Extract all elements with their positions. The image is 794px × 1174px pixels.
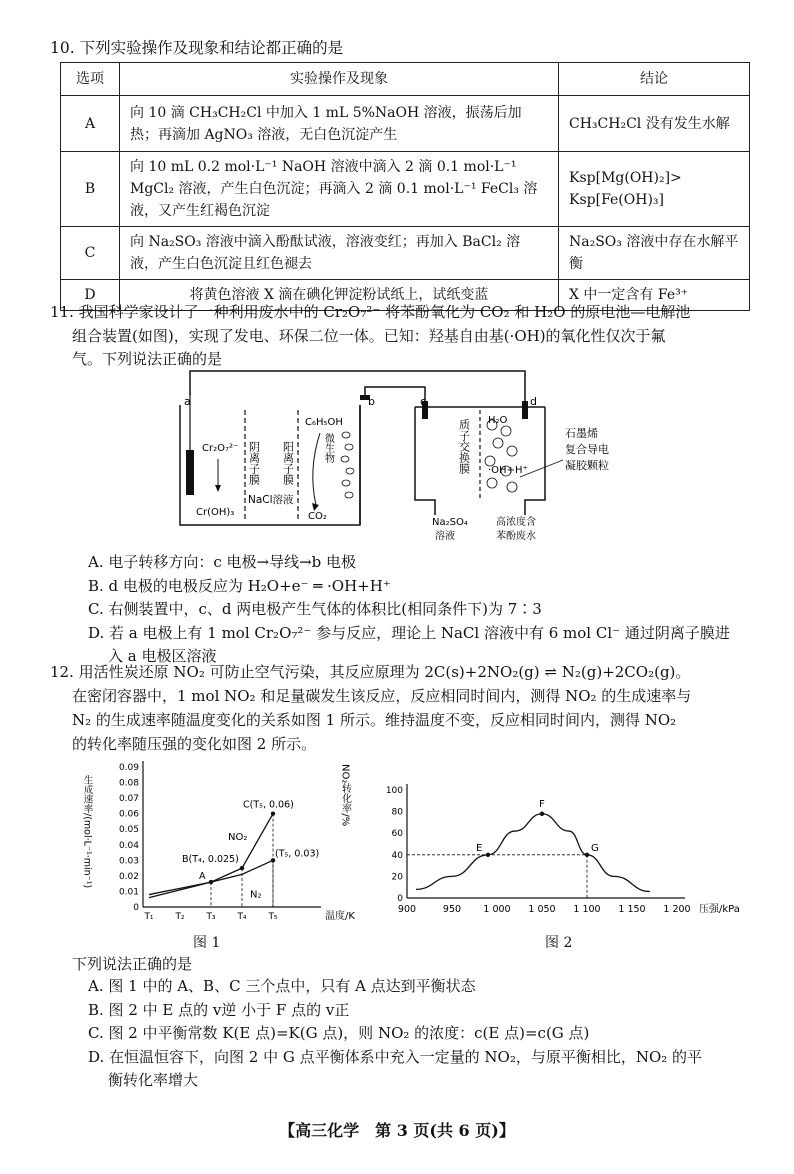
wire-a-d	[190, 371, 525, 405]
figure-2-caption: 图 2	[545, 935, 573, 951]
q12-stem-line1: 12. 用活性炭还原 NO₂ 可防止空气污染，其反应原理为 2C(s)+2NO₂(g) ⇌ N₂(g)+2CO₂(g)。	[50, 663, 691, 681]
q12-prompt: 下列说法正确的是	[72, 955, 193, 973]
y-tick-label: 0.04	[118, 840, 139, 851]
arrow-oxidize	[313, 433, 320, 505]
y-tick-label: 80	[391, 807, 403, 818]
x-axis-label: 温度/K	[325, 911, 355, 922]
q12-option-a: A. 图 1 中的 A、B、C 三个点中，只有 A 点达到平衡状态	[88, 977, 476, 995]
label-waste-1: 高浓度含	[496, 517, 536, 528]
row-option: B	[61, 152, 120, 227]
table-row	[61, 96, 750, 152]
series-label-n2: N₂	[250, 889, 262, 901]
row-result: Na₂SO₃ 溶液中存在水解平衡	[559, 227, 750, 280]
x-tick-label: 900	[397, 904, 417, 915]
x-tick-label: 1 050	[528, 904, 556, 915]
y-axis-label: NO₂转化率/%	[339, 764, 351, 827]
point-label: B(T₄, 0.025)	[182, 854, 239, 866]
page-footer: 【高三化学 第 3 页(共 6 页)】	[279, 1121, 515, 1140]
label-co2: CO₂	[308, 511, 327, 522]
y-tick-label: 0.05	[118, 825, 139, 836]
data-point	[585, 853, 589, 857]
x-tick-label: T₂	[175, 912, 185, 922]
row-operation: 向 Na₂SO₃ 溶液中滴入酚酞试液，溶液变红；再加入 BaCl₂ 溶液，产生白色沉淀且红色褪去	[120, 227, 559, 280]
row-result: Ksp[Mg(OH)₂]> Ksp[Fe(OH)₃]	[559, 152, 750, 227]
q11-option-d-cont: 入 a 电极区溶液	[108, 647, 217, 665]
label-h2o: H₂O	[488, 415, 508, 426]
label-composite: 复合导电	[565, 443, 609, 456]
q11-stem-line3: 气。下列说法正确的是	[72, 350, 223, 368]
q11-option-c: C. 右侧装置中，c、d 两电极产生气体的体积比(相同条件下)为 7∶3	[88, 600, 542, 618]
header-operation: 实验操作及现象	[120, 63, 559, 96]
label-na2so4: Na₂SO₄	[432, 517, 468, 528]
y-tick-label: 0.06	[118, 809, 139, 820]
row-option: D	[61, 280, 120, 311]
q10-stem: 10. 下列实验操作及现象和结论都正确的是	[50, 39, 344, 57]
electrode-d	[522, 401, 528, 419]
arrow-head	[312, 503, 319, 511]
x-tick-label: T₃	[206, 912, 216, 922]
data-point	[540, 812, 544, 816]
y-tick-label: 0.03	[118, 856, 139, 867]
q12-stem-line2: 在密闭容器中，1 mol NO₂ 和足量碳发生该反应，反应相同时间内，测得 NO₂ 的生成速率与	[72, 687, 692, 705]
electrode-a	[186, 450, 194, 495]
y-tick-label: 0	[133, 903, 139, 913]
row-operation: 将黄色溶液 X 滴在碘化钾淀粉试纸上，试纸变蓝	[120, 280, 559, 311]
header-result: 结论	[559, 63, 750, 96]
y-axis-label: 生成速率/(mol·L⁻¹·min⁻¹)	[81, 775, 93, 889]
x-tick-label: T₁	[144, 912, 154, 922]
label-solution: 溶液	[435, 531, 455, 542]
x-tick-label: 1 000	[483, 904, 511, 915]
electrochem-diagram	[170, 365, 640, 545]
x-tick-label: 1 100	[573, 904, 601, 915]
table-header-row	[61, 63, 750, 96]
point-label: A	[199, 871, 206, 883]
q12-option-c: C. 图 2 中平衡常数 K(E 点)=K(G 点)，则 NO₂ 的浓度：c(E 点)=c(G 点)	[88, 1024, 590, 1042]
label-cr2o7: Cr₂O₇²⁻	[202, 443, 239, 454]
data-point	[486, 853, 490, 857]
conversion-curve	[416, 814, 650, 892]
label-croh3: Cr(OH)₃	[196, 507, 235, 518]
label-a: a	[184, 395, 191, 408]
y-tick-label: 0.02	[118, 871, 139, 882]
label-waste-2: 苯酚废水	[496, 531, 536, 542]
y-tick-label: 60	[391, 829, 403, 840]
q12-stem-line3: N₂ 的生成速率随温度变化的关系如图 1 所示。维持温度不变，反应相同时间内，测得 NO₂	[72, 711, 677, 729]
label-c: c	[420, 395, 427, 408]
label-oh-h: ·OH+H⁺	[488, 465, 528, 476]
point-label: G	[591, 842, 599, 854]
data-point	[271, 811, 275, 815]
row-option: C	[61, 227, 120, 280]
label-c6h5oh: C₆H₅OH	[305, 417, 343, 428]
x-tick-label: 950	[442, 904, 462, 915]
microbe-particles	[341, 432, 354, 498]
row-result: CH₃CH₂Cl 没有发生水解	[559, 96, 750, 152]
q11-option-b: B. d 电极的电极反应为 H₂O+e⁻ ═ ·OH+H⁺	[88, 577, 391, 595]
right-cell-left-wall	[415, 407, 435, 515]
figure-1-caption: 图 1	[193, 935, 221, 951]
label-b: b	[368, 395, 375, 408]
data-point	[240, 866, 244, 870]
series-label-no2: NO₂	[228, 832, 248, 844]
label-nacl: NaCl溶液	[248, 494, 294, 506]
table-row	[61, 152, 750, 227]
point-label: F	[539, 798, 545, 810]
y-tick-label: 20	[391, 872, 403, 883]
point-label: (T₅, 0.03)	[275, 848, 320, 860]
y-tick-label: 0	[397, 894, 403, 904]
x-axis-label: 压强/kPa	[699, 904, 740, 915]
q12-option-b: B. 图 2 中 E 点的 v逆 小于 F 点的 v正	[88, 1001, 350, 1019]
point-label: C(T₅, 0.06)	[243, 799, 294, 811]
label-gel: 凝胶颗粒	[565, 459, 609, 472]
label-microbe: 微生物	[322, 433, 334, 463]
row-operation: 向 10 滴 CH₃CH₂Cl 中加入 1 mL 5%NaOH 溶液，振荡后加热；再滴加 AgNO₃ 溶液，无白色沉淀产生	[120, 96, 559, 152]
q12-stem-line4: 的转化率随压强的变化如图 2 所示。	[72, 735, 317, 753]
y-tick-label: 0.07	[118, 794, 139, 805]
point-label: E	[476, 842, 483, 854]
data-point	[209, 880, 213, 884]
x-tick-label: 1 200	[663, 904, 691, 915]
x-tick-label: T₅	[268, 912, 278, 922]
x-tick-label: T₄	[237, 912, 247, 922]
row-result: X 中一定含有 Fe³⁺	[559, 280, 750, 311]
right-cell-right-wall	[525, 407, 545, 515]
q11-option-a: A. 电子转移方向：c 电极→导线→b 电极	[88, 553, 357, 571]
q11-stem-line2: 组合装置(如图)，实现了发电、环保二位一体。已知：羟基自由基(·OH)的氧化性仅次于氟	[72, 327, 666, 345]
q12-option-d-cont: 衡转化率增大	[108, 1071, 199, 1089]
table-row	[61, 227, 750, 280]
label-cation-membrane: 阳离子膜	[281, 441, 295, 485]
q10-table	[60, 62, 750, 311]
label-anion-membrane: 阴离子膜	[247, 441, 261, 485]
y-tick-label: 0.01	[118, 887, 139, 898]
q11-stem-line1: 11. 我国科学家设计了一种利用废水中的 Cr₂O₇²⁻ 将苯酚氧化为 CO₂ 和 H₂O 的原电池—电解池	[50, 303, 691, 321]
y-tick-label: 0.08	[118, 778, 139, 789]
row-operation: 向 10 mL 0.2 mol·L⁻¹ NaOH 溶液中滴入 2 滴 0.1 mol·L⁻¹ MgCl₂ 溶液，产生白色沉淀；再滴入 2 滴 0.1 mol·L⁻¹ FeCl₃ 溶液，又产生红褐色沉淀	[120, 152, 559, 227]
label-proton-membrane: 质子交换膜	[457, 419, 471, 474]
header-option: 选项	[61, 63, 120, 96]
y-tick-label: 0.09	[118, 763, 139, 773]
q12-option-d: D. 在恒温恒容下，向图 2 中 G 点平衡体系中充入一定量的 NO₂，与原平衡相比，NO₂ 的平	[88, 1048, 703, 1066]
q11-option-d: D. 若 a 电极上有 1 mol Cr₂O₇²⁻ 参与反应，理论上 NaCl 溶液中有 6 mol Cl⁻ 通过阴离子膜进	[88, 624, 730, 642]
y-tick-label: 100	[385, 786, 403, 796]
label-d: d	[530, 395, 537, 408]
label-graphene: 石墨烯	[565, 427, 598, 440]
arrow-head	[215, 485, 221, 492]
row-option: A	[61, 96, 120, 152]
y-tick-label: 40	[391, 850, 403, 861]
gel-particles	[485, 420, 517, 492]
x-tick-label: 1 150	[618, 904, 646, 915]
